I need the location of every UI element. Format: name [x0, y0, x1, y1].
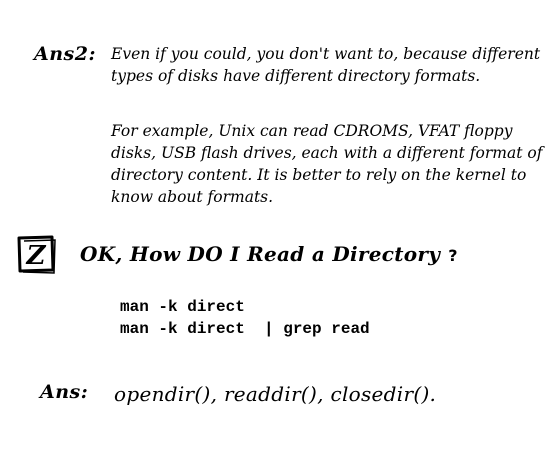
- ans-label: Ans:: [40, 381, 89, 403]
- ans2-paragraph-1: Even if you could, you don't want to, because different types of disks have different directory formats.: [111, 45, 541, 85]
- boxed-letter-icon: [16, 234, 56, 274]
- command-line-1: man -k direct: [120, 298, 245, 316]
- ans2-paragraph-2: For example, Unix can read CDROMS, VFAT floppy disks, USB flash drives, each with a different format of directory content. It is better to rely on the kernel to know about formats.: [111, 122, 543, 206]
- section-heading-text: OK, How DO I Read a Directory: [80, 242, 441, 266]
- ans2-label: Ans2:: [34, 43, 96, 65]
- boxed-letter-glyph: Z: [26, 241, 46, 271]
- section-heading-suffix: ?: [448, 246, 458, 265]
- command-block: [120, 296, 370, 340]
- ans-text: opendir(), readdir(), closedir().: [114, 382, 437, 406]
- command-line-2: man -k direct | grep read: [120, 320, 370, 338]
- section-heading: [80, 242, 458, 266]
